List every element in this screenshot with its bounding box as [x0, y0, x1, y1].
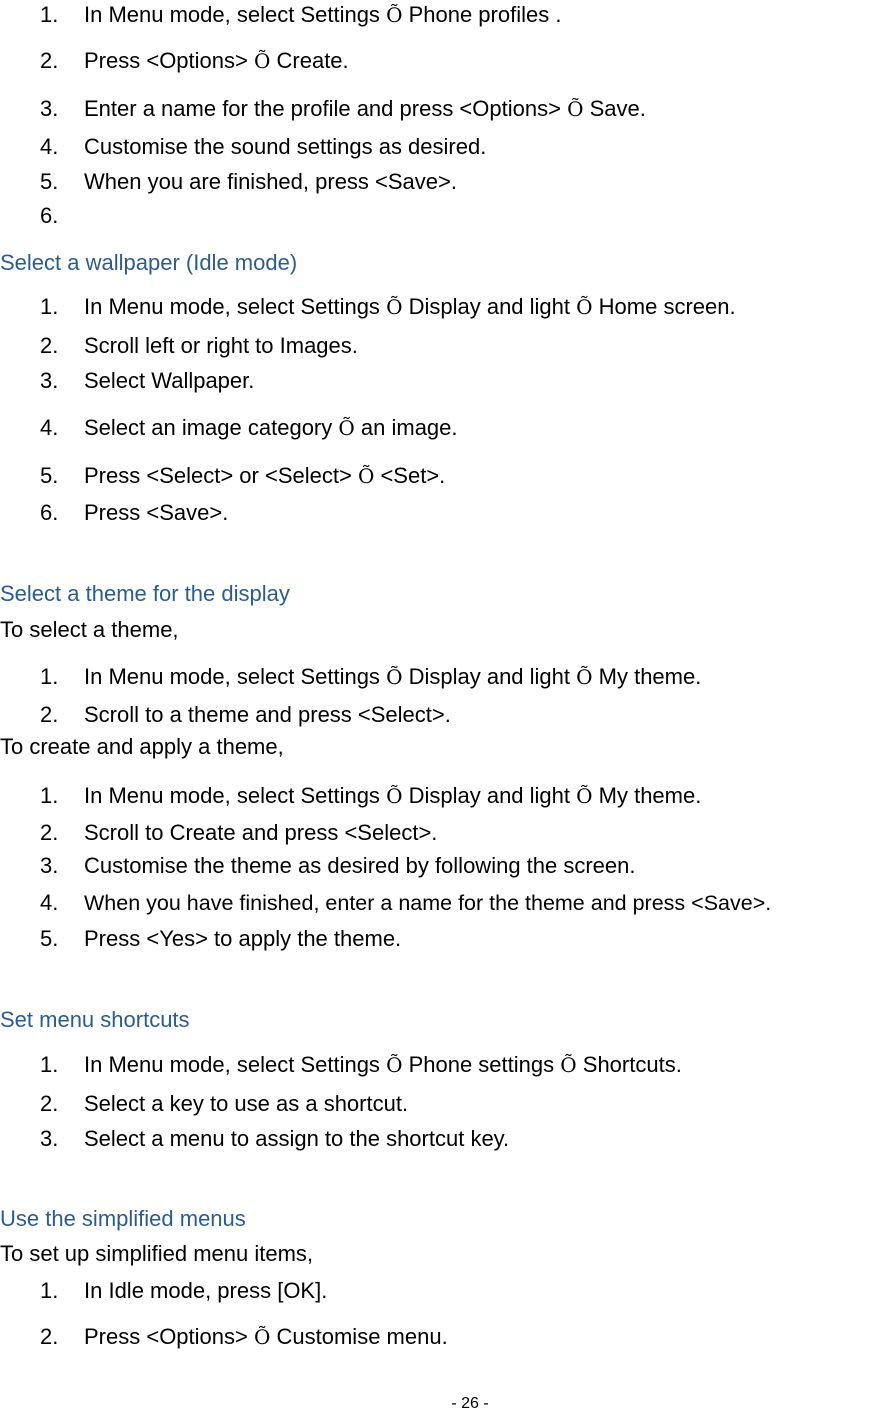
step-text: Press <Options> Õ Create. — [84, 48, 349, 73]
arrow-glyph: Õ — [253, 1325, 271, 1349]
intro-text: To select a theme, — [0, 617, 179, 642]
step-text: In Menu mode, select Settings Õ Phone profiles . — [84, 2, 562, 27]
step-text: In Menu mode, select Settings Õ Display and light Õ Home screen. — [84, 294, 736, 319]
arrow-glyph: Õ — [386, 1053, 403, 1077]
step-number: 3. — [40, 853, 59, 878]
step-number: 4. — [40, 134, 59, 159]
arrow-glyph: Õ — [386, 3, 403, 27]
step-number: 5. — [40, 926, 59, 951]
step-text: When you have finished, enter a name for the theme and press <Save>. — [84, 891, 772, 915]
step-text: Press <Save>. — [84, 500, 229, 525]
step-text: Select a menu to assign to the shortcut key. — [84, 1126, 510, 1151]
step-text: Customise the sound settings as desired. — [84, 134, 487, 159]
step-number: 1. — [40, 783, 59, 808]
page-number: - 26 - — [451, 1395, 489, 1412]
step-text: Press <Yes> to apply the theme. — [84, 926, 402, 951]
section-heading: Select a wallpaper (Idle mode) — [0, 250, 298, 275]
arrow-glyph: Õ — [576, 295, 593, 319]
step-number: 4. — [40, 890, 59, 915]
arrow-glyph: Õ — [567, 97, 584, 121]
step-number: 5. — [40, 169, 59, 194]
step-number: 5. — [40, 463, 59, 488]
step-number: 1. — [40, 1278, 59, 1303]
step-text: In Menu mode, select Settings Õ Display and light Õ My theme. — [84, 664, 702, 689]
step-number: 1. — [40, 294, 59, 319]
step-text: Scroll to a theme and press <Select>. — [84, 702, 451, 727]
arrow-glyph: Õ — [386, 665, 403, 689]
step-text: In Menu mode, select Settings Õ Phone settings Õ Shortcuts. — [84, 1052, 682, 1077]
step-number: 1. — [40, 664, 59, 689]
step-text: Select a key to use as a shortcut. — [84, 1091, 409, 1116]
arrow-glyph: Õ — [560, 1053, 577, 1077]
intro-text: To set up simplified menu items, — [0, 1241, 314, 1266]
step-text: Press <Options> Õ Customise menu. — [84, 1324, 448, 1349]
step-text: Scroll to Create and press <Select>. — [84, 820, 438, 845]
step-number: 3. — [40, 368, 59, 393]
arrow-glyph: Õ — [576, 665, 593, 689]
section-heading: Select a theme for the display — [0, 581, 290, 606]
step-number: 6. — [40, 500, 59, 525]
step-number: 2. — [40, 702, 59, 727]
step-number: 2. — [40, 820, 59, 845]
step-number: 1. — [40, 2, 59, 27]
step-text: Select Wallpaper. — [84, 368, 255, 393]
step-number: 2. — [40, 333, 59, 358]
step-number: 2. — [40, 48, 59, 73]
step-text: Select an image category Õ an image. — [84, 415, 458, 440]
section-heading: Set menu shortcuts — [0, 1007, 190, 1032]
step-number: 2. — [40, 1324, 59, 1349]
intro-text: To create and apply a theme, — [0, 734, 284, 759]
arrow-glyph: Õ — [386, 295, 403, 319]
step-number: 4. — [40, 415, 59, 440]
step-number: 6. — [40, 203, 59, 228]
step-text: Customise the theme as desired by following the screen. — [84, 853, 636, 878]
step-text: In Idle mode, press [OK]. — [84, 1278, 328, 1303]
step-number: 1. — [40, 1052, 59, 1077]
step-text: In Menu mode, select Settings Õ Display and light Õ My theme. — [84, 783, 702, 808]
step-number: 3. — [40, 96, 59, 121]
arrow-glyph: Õ — [253, 49, 271, 73]
step-text: Press <Select> or <Select> Õ <Set>. — [84, 463, 446, 488]
step-text: Enter a name for the profile and press <Options> Õ Save. — [84, 96, 646, 121]
step-text: When you are finished, press <Save>. — [84, 169, 457, 194]
section-heading: Use the simplified menus — [0, 1206, 246, 1231]
arrow-glyph: Õ — [338, 416, 355, 440]
step-text: Scroll left or right to Images. — [84, 333, 358, 358]
step-number: 3. — [40, 1126, 59, 1151]
arrow-glyph: Õ — [357, 464, 375, 488]
arrow-glyph: Õ — [386, 784, 403, 808]
step-number: 2. — [40, 1091, 59, 1116]
arrow-glyph: Õ — [576, 784, 593, 808]
